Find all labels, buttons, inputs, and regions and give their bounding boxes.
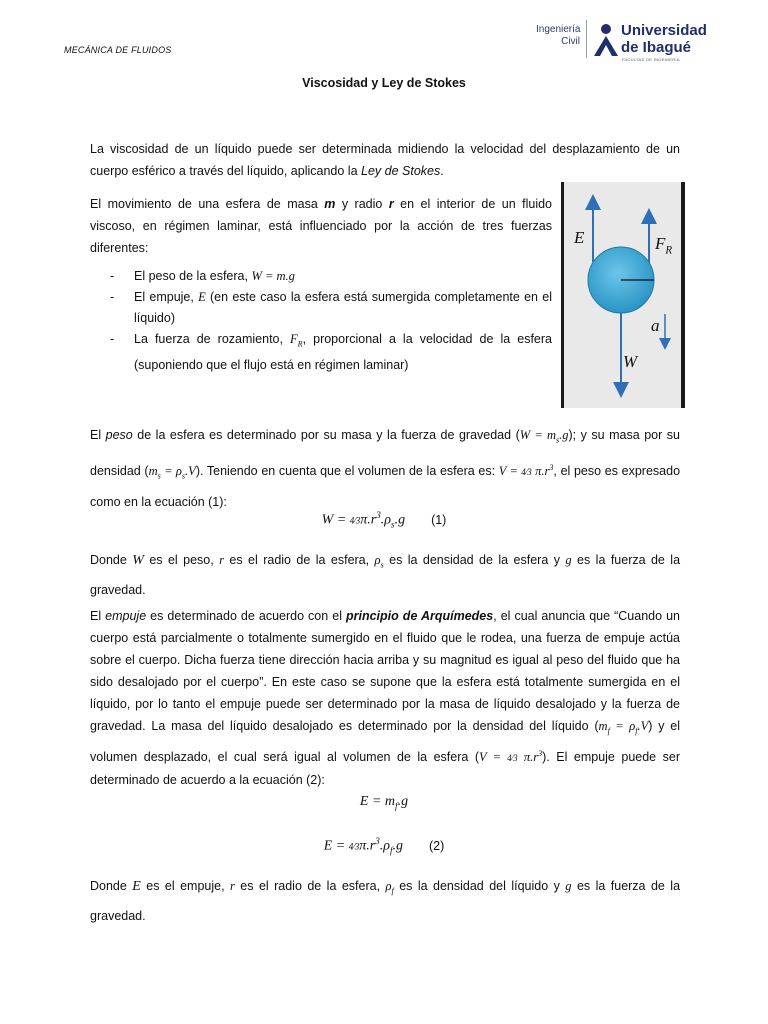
buoyancy-paragraph: El empuje es determinado de acuerdo con el principio de Arquímedes, el cual anuncia que “Cuando un cuerpo está parcialmente o totalmente sumergido en el fluido que le rodea, una fuerza de empuje actúa sobre el cuerpo. Dicha fuerza tiene dirección hacia arriba y su magnitud es igual al peso del fluido que ha sido desalojado por el cuerpo”. En este caso se supone que la esfera está totalmente sumergida en el líquido, por lo tanto el empuje puede ser determinado por la masa de líquido desalojado y la fuerza de gravedad. La masa del líquido desalojado es determinado por la densidad del líquido $(m_f = \rho_f.V)$ y el volumen desplazado, el cual será igual al volumen de la esfera (V = 4⁄3 $\pi.r^3$). El empuje puede ser determinado de acuerdo a la ecuación (2): <box>90 609 681 787</box>
right-wall <box>681 182 685 408</box>
equation-2: $E = 4⁄3\pi.r^3.\rho_f.g$ (2) <box>323 836 445 856</box>
movement-paragraph: El movimiento de una esfera de masa m y radio r en el interior de un fluido viscoso, en régimen laminar, está influenciado por la acción de tres fuerzas diferentes: <box>90 197 552 255</box>
forces-list <box>110 266 552 376</box>
label-a: a <box>651 316 660 335</box>
list-item: - El peso de la esfera, W = m.g <box>110 269 295 283</box>
label-w: W <box>623 352 638 371</box>
logo-university-name: Universidad de Ibagué <box>621 22 707 56</box>
equation-2a: $E = m_f.g$ <box>359 794 409 811</box>
equation-1: $W = 4⁄3\pi.r^3.\rho_s.g$ (1) <box>321 510 447 530</box>
university-logo <box>536 18 716 62</box>
weight-paragraph: El peso de la esfera es determinado por su masa y la fuerza de gravedad $(W = m_s.g)$; y su masa por su densidad $(m_s = \rho_s.V)$. Teniendo en cuenta que el volumen de la esfera es: V = 4⁄3 $\pi.r^3$, el peso es expresado como en la ecuación (1): <box>90 428 681 510</box>
course-header: MECÁNICA DE FLUIDOS <box>64 45 172 55</box>
buoyancy-variables-paragraph: Donde E es el empuje, r es el radio de la esfera, $\rho_f$ es la densidad del líquido y g es la fuerza de la gravedad. <box>90 879 681 923</box>
page-title: Viscosidad y Ley de Stokes <box>302 76 466 90</box>
weight-variables-paragraph: Donde W es el peso, r es el radio de la esfera, $\rho_s$ es la densidad de la esfera y g es la fuerza de la gravedad. <box>90 553 681 597</box>
intro-paragraph: La viscosidad de un líquido puede ser determinada midiendo la velocidad del desplazamiento de un cuerpo esférico a través del líquido, aplicando la Ley de Stokes. <box>90 142 680 178</box>
logo-tagline: FACULTAD DE INGENIERÍA <box>622 57 680 62</box>
figure-drawing <box>561 182 685 408</box>
list-item: - El empuje, E (en este caso la esfera está sumergida completamente en el líquido) <box>110 290 552 325</box>
list-item: - La fuerza de rozamiento, $F_R$, proporcional a la velocidad de la esfera (suponiendo que el flujo está en régimen laminar) <box>110 332 552 372</box>
left-wall <box>561 182 564 408</box>
logo-faculty-text: Ingeniería Civil <box>536 24 581 47</box>
logo-emblem-icon <box>586 20 620 58</box>
label-fr: $F_R$ <box>655 234 673 257</box>
label-e: E <box>574 228 585 247</box>
sphere-forces-figure <box>561 182 685 408</box>
